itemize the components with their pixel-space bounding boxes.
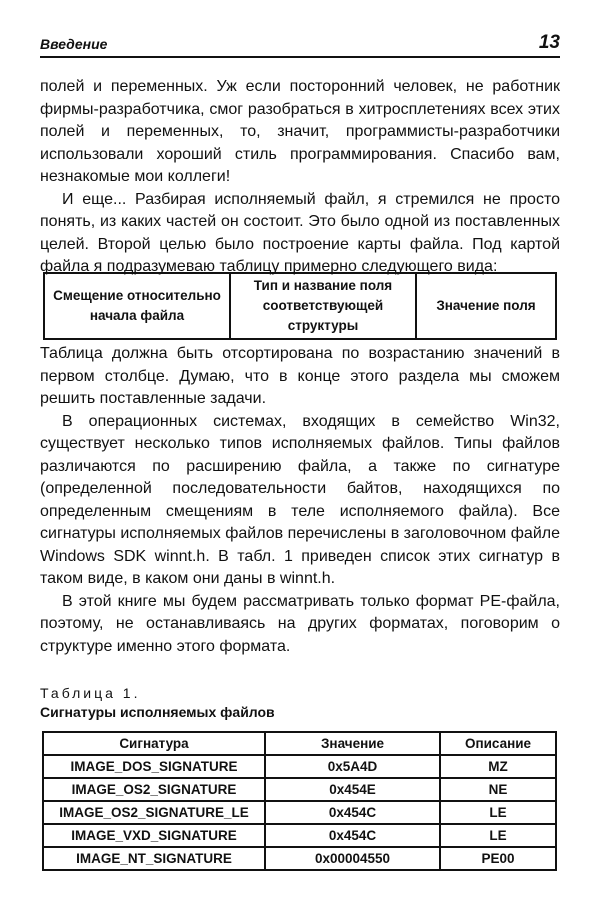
- page-number: 13: [538, 32, 560, 53]
- table-header-row: [43, 732, 556, 755]
- table-cell: 0x454C: [265, 801, 440, 824]
- table-row: [43, 801, 556, 824]
- table-cell: IMAGE_DOS_SIGNATURE: [43, 755, 265, 778]
- table-header-cell: Значение: [265, 732, 440, 755]
- paragraph: полей и переменных. Уж если посторонний человек, не работник фирмы-разработчика, смог разобраться в хитросплетениях всех этих полей и переменных, то, значит, программисты-разработчики использовали хороший стиль программирования. Спасибо вам, незнакомые мои коллеги!: [40, 78, 560, 185]
- table-row: [43, 778, 556, 801]
- table-cell: LE: [440, 824, 556, 847]
- table-row: [43, 755, 556, 778]
- table-cell: LE: [440, 801, 556, 824]
- body-text-bottom: [40, 343, 560, 658]
- table-cell: 0x00004550: [265, 847, 440, 870]
- table-header-cell: Смещение относительно начала файла: [44, 273, 230, 339]
- table-caption: [40, 684, 560, 722]
- paragraph: Таблица должна быть отсортирована по возрастанию значений в первом столбце. Думаю, что в конце этого раздела мы сможем решить поставленные задачи.: [40, 345, 560, 407]
- table-header-cell: Значение поля: [416, 273, 556, 339]
- table-cell: IMAGE_OS2_SIGNATURE: [43, 778, 265, 801]
- paragraph: И еще... Разбирая исполняемый файл, я стремился не просто понять, из каких частей он состоит. Это было одной из поставленных целей. Второй целью было построение карты файла. Под картой файла я подразумеваю таблицу примерно следующего вида:: [40, 190, 560, 275]
- page-header: [40, 30, 560, 58]
- paragraph: В операционных системах, входящих в семейство Win32, существует несколько типов исполняемых файлов. Типы файлов различаются по расширению файла, а также по сигнатуре (определенной последовательности байтов, находящихся по определенным смещениям в теле исполняемого файла). Все сигнатуры исполняемых файлов перечислены в заголовочном файле Windows SDK winnt.h. В табл. 1 приведен список этих сигнатур в таком виде, в каком они даны в winnt.h.: [40, 412, 560, 587]
- table-cell: 0x454E: [265, 778, 440, 801]
- table-title: Сигнатуры исполняемых файлов: [40, 704, 275, 720]
- table-header-cell: Сигнатура: [43, 732, 265, 755]
- table-row: [44, 273, 556, 339]
- table-row: [43, 824, 556, 847]
- table-header-cell: Описание: [440, 732, 556, 755]
- table-cell: MZ: [440, 755, 556, 778]
- table-cell: IMAGE_NT_SIGNATURE: [43, 847, 265, 870]
- table-cell: 0x5A4D: [265, 755, 440, 778]
- paragraph: В этой книге мы будем рассматривать только формат PE-файла, поэтому, не останавливаясь на других форматах, поговорим о структуре именно этого формата.: [40, 592, 560, 655]
- table-cell: NE: [440, 778, 556, 801]
- section-title: Введение: [40, 36, 108, 52]
- table-header-cell: Тип и название поля соответствующей структуры: [230, 273, 416, 339]
- file-map-table: [43, 272, 557, 340]
- signatures-table: [42, 731, 557, 871]
- table-cell: IMAGE_OS2_SIGNATURE_LE: [43, 801, 265, 824]
- table-cell: 0x454C: [265, 824, 440, 847]
- table-cell: IMAGE_VXD_SIGNATURE: [43, 824, 265, 847]
- table-cell: PE00: [440, 847, 556, 870]
- table-label: Таблица 1.: [40, 685, 141, 701]
- body-text-top: [40, 76, 560, 279]
- table-row: [43, 847, 556, 870]
